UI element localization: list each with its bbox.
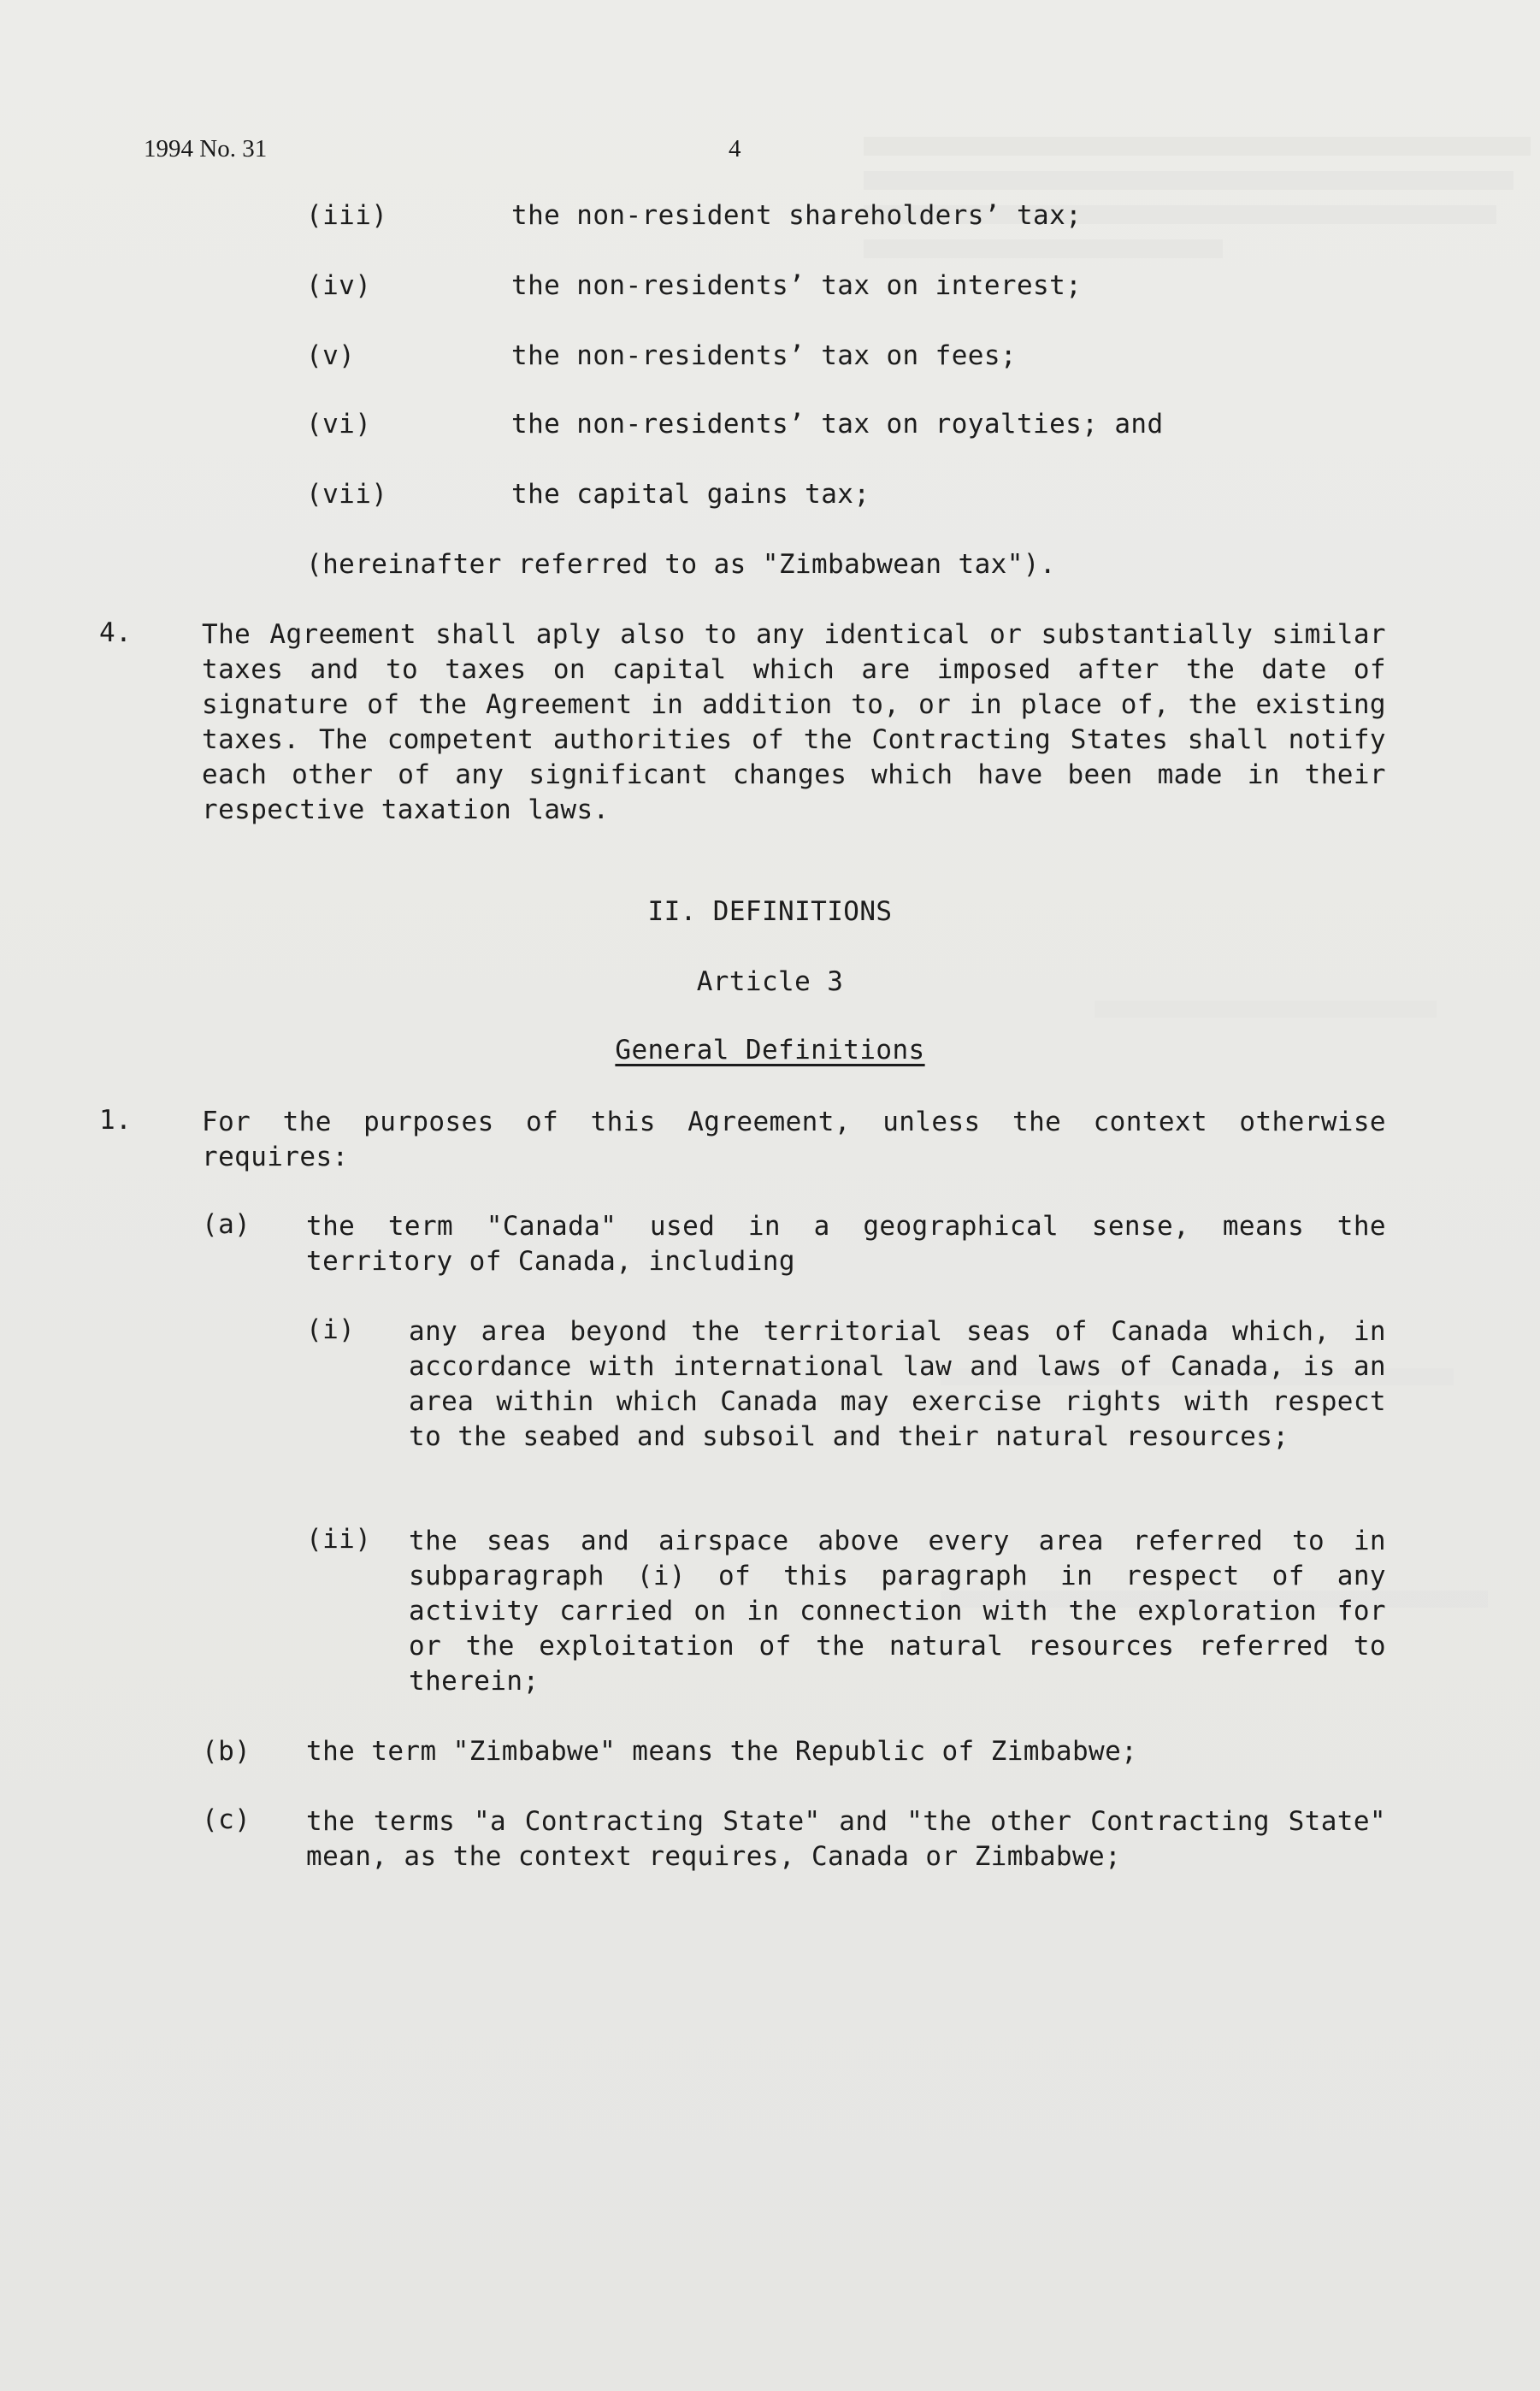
paragraph-label: 4. — [99, 617, 133, 648]
list-item-label: (iii) — [306, 200, 388, 231]
item-text: the terms "a Contracting State" and "the other Contracting State" mean, as the context requires, Canada or Zimbabwe; — [306, 1806, 1386, 1872]
item-label: (a) — [202, 1209, 251, 1240]
page-number: 4 — [729, 135, 741, 162]
list-item-text: the non-residents’ tax on royalties; and — [511, 409, 1164, 440]
paragraph-text: For the purposes of this Agreement, unless the context otherwise requires: — [202, 1107, 1386, 1172]
item-text: the seas and airspace above every area referred to in subparagraph (i) of this paragraph in respect of any activity carried on in connection with the exploration for or the exploitation of the natural resources referred to therein; — [409, 1526, 1386, 1697]
hereinafter-note: (hereinafter referred to as "Zimbabwean tax"). — [306, 549, 1056, 580]
paragraph-text: The Agreement shall aply also to any identical or substantially similar taxes and to taxes on capital which are imposed after the date of signature of the Agreement in addition to, or in place of, the existing taxes. The competent authorities of the Contracting States shall notify each other of any significant changes which have been made in their respective taxation laws. — [202, 619, 1386, 825]
item-label: (c) — [202, 1804, 251, 1835]
paragraph-label: 1. — [99, 1105, 133, 1136]
list-item-text: the non-resident shareholders’ tax; — [511, 200, 1083, 231]
article-subtitle-text: General Definitions — [615, 1035, 925, 1066]
list-item-text: the non-residents’ tax on fees; — [511, 340, 1017, 371]
article-heading: Article 3 — [696, 966, 844, 997]
item-label: (b) — [202, 1736, 251, 1767]
item-label: (ii) — [306, 1524, 372, 1555]
item-text: any area beyond the territorial seas of Canada which, in accordance with international law and laws of Canada, is an area within which Canada may exercise rights with respect to the seabed and subsoil and their natural resources; — [409, 1316, 1386, 1452]
article-subtitle — [0, 1035, 1540, 1066]
item-text: the term "Zimbabwe" means the Republic of Zimbabwe; — [306, 1736, 1138, 1767]
item-label: (i) — [306, 1314, 356, 1345]
item-text: the term "Canada" used in a geographical sense, means the territory of Canada, including — [306, 1211, 1386, 1277]
list-item-text: the non-residents’ tax on interest; — [511, 270, 1083, 301]
section-title: II. DEFINITIONS — [647, 896, 893, 927]
list-item-label: (iv) — [306, 270, 372, 301]
list-item-label: (vii) — [306, 479, 388, 510]
list-item-label: (vi) — [306, 409, 372, 440]
header-citation: 1994 No. 31 — [144, 135, 268, 162]
list-item-label: (v) — [306, 340, 356, 371]
list-item-text: the capital gains tax; — [511, 479, 870, 510]
